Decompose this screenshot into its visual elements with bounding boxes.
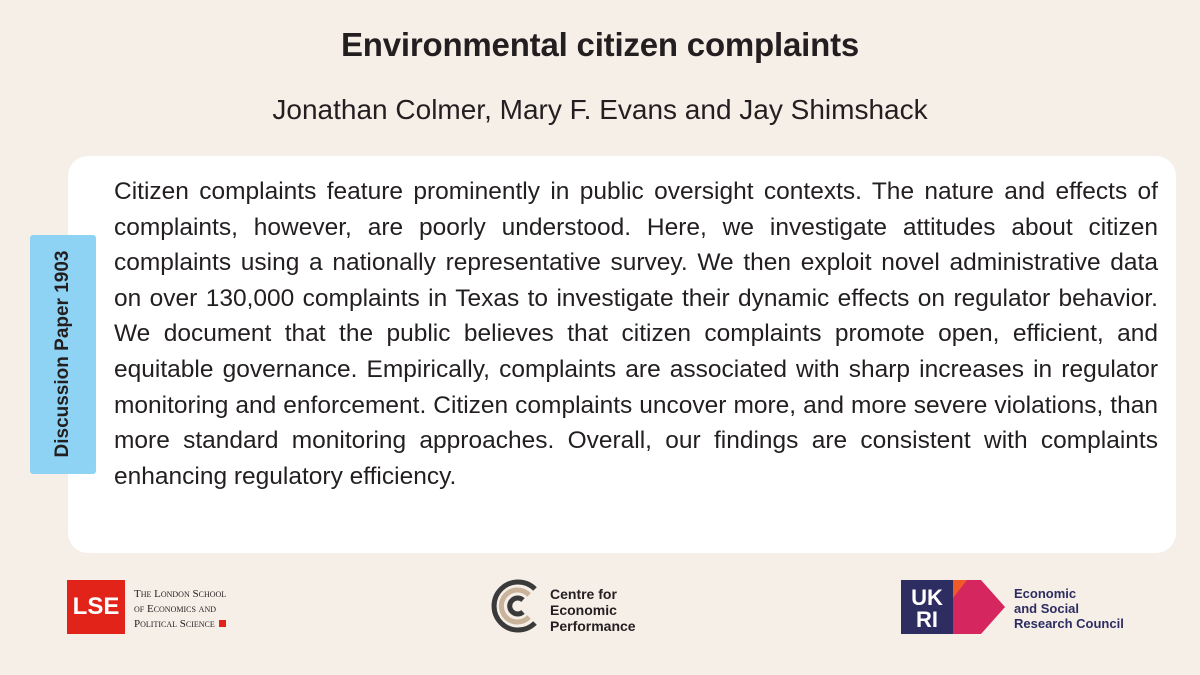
cep-name-line1: Centre for bbox=[550, 586, 617, 602]
cep-name-line3: Performance bbox=[550, 618, 636, 634]
abstract-text: Citizen complaints feature prominently in public oversight contexts. The nature and effects of complaints, however, are poorly understood. Here, we investigate attitudes about citizen complaints using a nationally representative survey. We then exploit novel administrative data on over 130,000 complaints in Texas to investigate their dynamic effects on regulator behavior. We document that the public believes that citizen complaints promote open, efficient, and equitable governance. Empirically, complaints are associated with sharp increases in regulator monitoring and enforcement. Citizen complaints uncover more, and more severe violations, than more standard monitoring approaches. Overall, our findings are consistent with complaints enhancing regulatory efficiency. bbox=[114, 178, 1158, 490]
ukri-name bbox=[1014, 586, 1124, 631]
cep-name-line2: Economic bbox=[550, 602, 617, 618]
lse-square-icon bbox=[219, 620, 226, 627]
paper-authors: Jonathan Colmer, Mary F. Evans and Jay Shimshack bbox=[272, 94, 928, 125]
cep-name bbox=[550, 586, 636, 634]
discussion-paper-label: Discussion Paper 1903 bbox=[52, 250, 73, 458]
ukri-name-line1: Economic bbox=[1014, 586, 1077, 601]
ukri-name-line3: Research Council bbox=[1014, 616, 1124, 631]
svg-text:RI: RI bbox=[916, 607, 938, 632]
lse-name-line3: Political Science bbox=[134, 618, 215, 630]
lse-name-line3-wrap bbox=[134, 617, 226, 632]
lse-name-line2: of Economics and bbox=[134, 603, 217, 615]
ukri-name-line2: and Social bbox=[1014, 601, 1080, 616]
lse-name-line1: The London School bbox=[134, 588, 227, 600]
lse-logo: LSE bbox=[67, 580, 125, 634]
lse-name bbox=[134, 587, 226, 632]
svg-text:UK: UK bbox=[911, 585, 943, 610]
ukri-logo bbox=[901, 580, 1005, 634]
paper-title: Environmental citizen complaints bbox=[340, 26, 860, 63]
cep-logo-icon bbox=[488, 577, 546, 635]
